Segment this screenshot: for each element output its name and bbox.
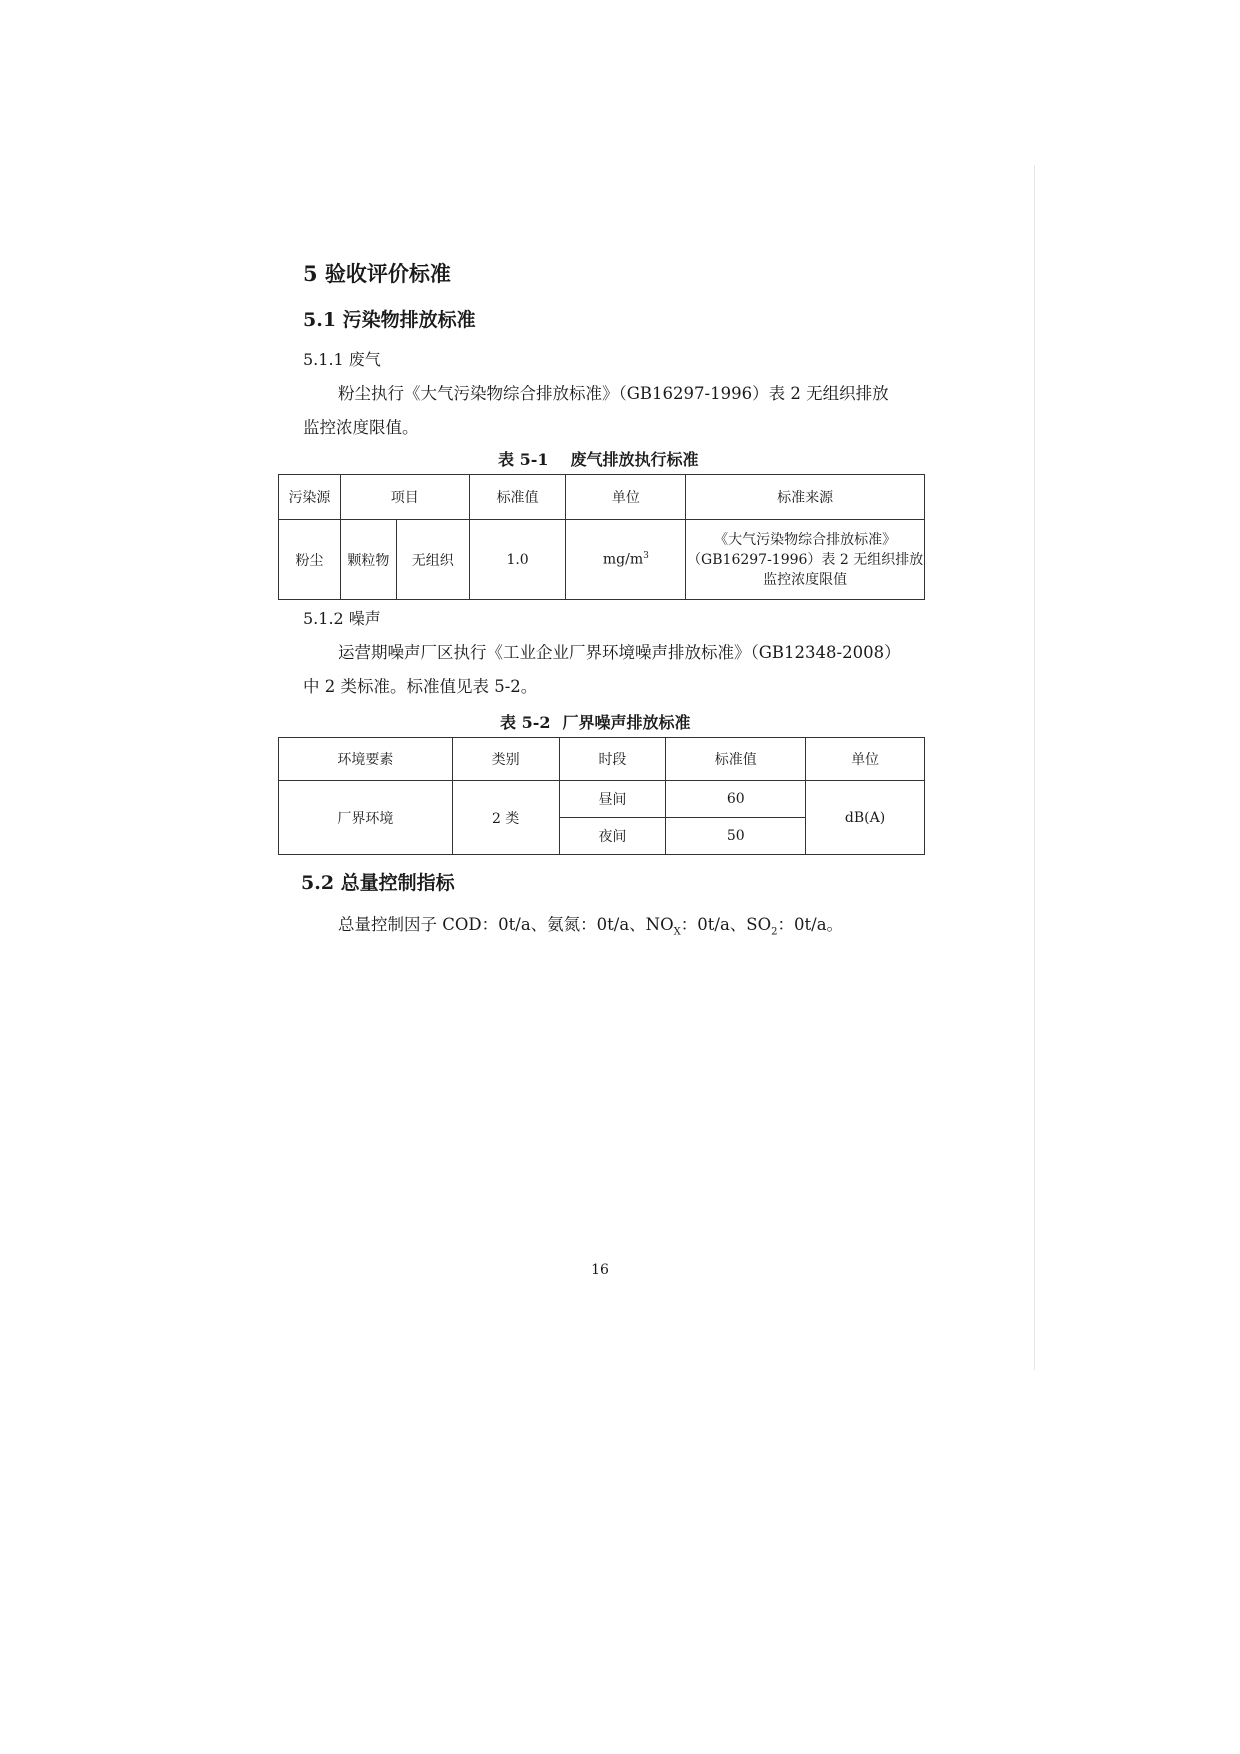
header-cell: 项目 xyxy=(340,475,469,520)
header-cell: 环境要素 xyxy=(279,738,453,781)
header-cell: 单位 xyxy=(566,475,686,520)
page-number: 16 xyxy=(591,1262,609,1278)
environment-element-cell: 厂界环境 xyxy=(279,781,453,855)
subsection-heading-5-1-1: 5.1.1 废气 xyxy=(303,350,381,369)
paragraph-line: 粉尘执行《大气污染物综合排放标准》（GB16297-1996）表 2 无组织排放 xyxy=(338,384,889,403)
standard-source-line: 监控浓度限值 xyxy=(763,571,848,588)
category-cell: 2 类 xyxy=(452,781,559,855)
unit-cell xyxy=(566,520,686,600)
header-cell: 标准来源 xyxy=(686,475,925,520)
caption-title: 厂界噪声排放标准 xyxy=(562,713,691,732)
header-cell: 污染源 xyxy=(279,475,341,520)
standard-value-cell: 60 xyxy=(666,781,806,818)
table-5-2-caption xyxy=(500,710,691,733)
subscript: 2 xyxy=(771,926,778,938)
section-heading-5: 5 验收评价标准 xyxy=(303,261,451,286)
period-cell: 夜间 xyxy=(559,818,666,855)
standard-source-line: （GB16297-1996）表 2 无组织排放 xyxy=(687,551,924,568)
unit-superscript: 3 xyxy=(643,551,649,562)
unit-base: mg/m xyxy=(602,551,644,568)
scan-edge-line xyxy=(1034,165,1035,1370)
text-run: ：0t/a。 xyxy=(777,915,844,934)
subsection-heading-5-1-2: 5.1.2 噪声 xyxy=(303,609,381,628)
paragraph-line: 中 2 类标准。标准值见表 5-2。 xyxy=(303,677,538,696)
text-run: 总量控制因子 COD：0t/a、氨氮：0t/a、NO xyxy=(338,915,674,934)
caption-title: 废气排放执行标准 xyxy=(570,450,699,469)
caption-number: 表 5-1 xyxy=(498,450,549,469)
paragraph-line: 监控浓度限值。 xyxy=(303,418,419,437)
paragraph-line: 运营期噪声厂区执行《工业企业厂界环境噪声排放标准》（GB12348-2008） xyxy=(338,643,901,662)
unit-cell: dB(A) xyxy=(806,781,925,855)
standard-value-cell: 50 xyxy=(666,818,806,855)
header-cell: 单位 xyxy=(806,738,925,781)
table-header-row xyxy=(279,475,925,520)
header-cell: 类别 xyxy=(452,738,559,781)
table-5-1-caption xyxy=(498,447,699,470)
header-cell: 时段 xyxy=(559,738,666,781)
exhaust-standard-table xyxy=(278,474,925,600)
standard-value-cell: 1.0 xyxy=(469,520,566,600)
caption-number: 表 5-2 xyxy=(500,713,551,732)
text-run: ：0t/a、SO xyxy=(680,915,772,934)
section-heading-5-1: 5.1 污染物排放标准 xyxy=(303,309,476,331)
pollution-source-cell: 粉尘 xyxy=(279,520,341,600)
table-row xyxy=(279,520,925,600)
table-header-row xyxy=(279,738,925,781)
header-cell: 标准值 xyxy=(469,475,566,520)
emission-type-cell: 无组织 xyxy=(396,520,469,600)
subscript: X xyxy=(673,926,681,938)
paragraph-exhaust-gas xyxy=(303,377,889,445)
header-cell: 标准值 xyxy=(666,738,806,781)
item-cell: 颗粒物 xyxy=(340,520,396,600)
period-cell: 昼间 xyxy=(559,781,666,818)
standard-source-line: 《大气污染物综合排放标准》 xyxy=(714,531,897,548)
section-heading-5-2: 5.2 总量控制指标 xyxy=(301,872,455,894)
paragraph-total-control xyxy=(303,908,843,949)
standard-source-cell xyxy=(686,520,925,600)
table-row xyxy=(279,781,925,818)
noise-standard-table xyxy=(278,737,925,855)
paragraph-noise xyxy=(303,636,901,704)
